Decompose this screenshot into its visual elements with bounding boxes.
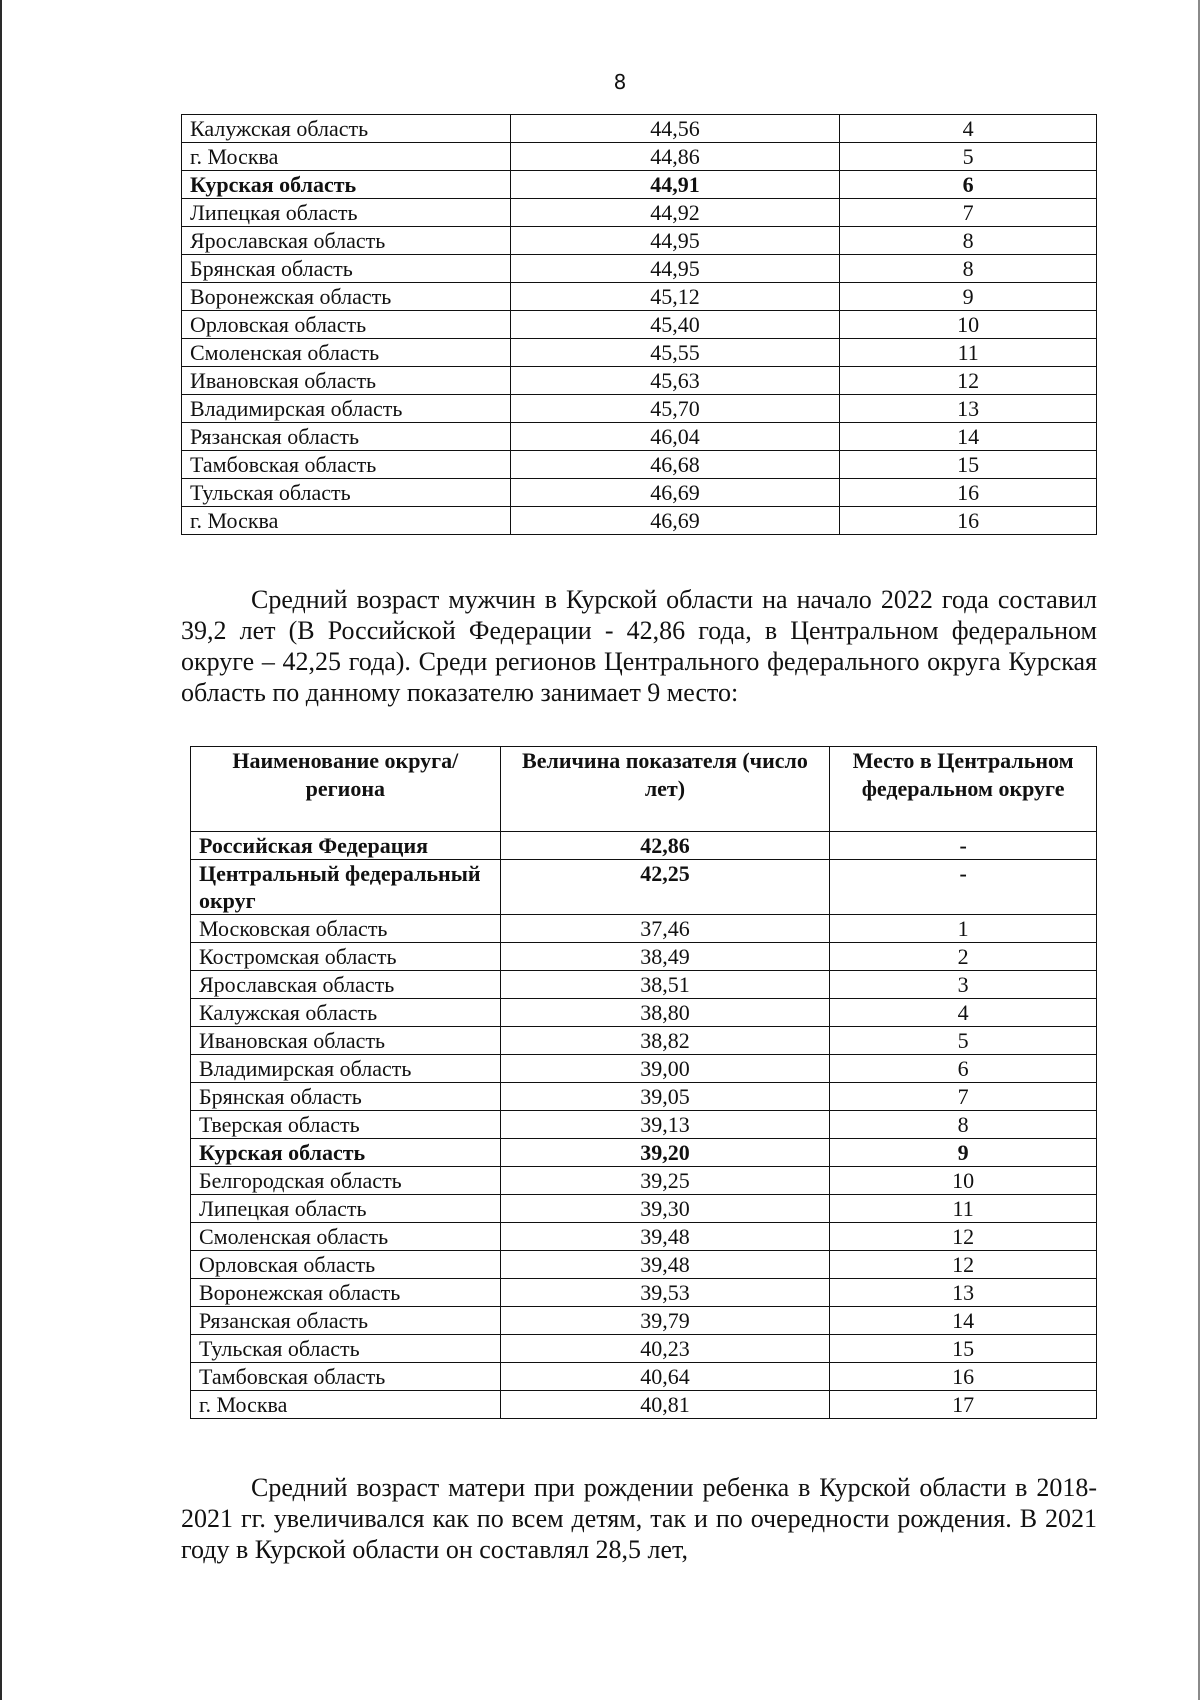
cell-region: Ярославская область <box>182 227 511 255</box>
cell-rank: 9 <box>840 283 1097 311</box>
cell-region: Ивановская область <box>191 1027 501 1055</box>
table-row <box>191 1307 1097 1335</box>
header-row <box>191 747 1097 832</box>
cell-rank: 7 <box>840 199 1097 227</box>
table-row <box>191 943 1097 971</box>
cell-value: 39,00 <box>500 1055 830 1083</box>
cell-region: Калужская область <box>182 115 511 143</box>
cell-value: 46,04 <box>510 423 840 451</box>
cell-region: Рязанская область <box>191 1307 501 1335</box>
cell-region: Центральный федеральный округ <box>191 860 501 915</box>
cell-region: Тверская область <box>191 1111 501 1139</box>
table-row <box>182 115 1097 143</box>
cell-region: Брянская область <box>182 255 511 283</box>
cell-rank: 16 <box>830 1363 1097 1391</box>
table-row <box>182 199 1097 227</box>
table-row <box>191 1027 1097 1055</box>
paragraph-male-age: Средний возраст мужчин в Курской области на начало 2022 года составил 39,2 лет (В Российской Федерации - 42,86 года, в Центральном федеральном округе – 42,25 года). Среди регионов Центрального федерального округа Курская область по данному показателю занимает 9 место: <box>181 585 1097 707</box>
cell-rank: 16 <box>840 507 1097 535</box>
cell-region: Смоленская область <box>182 339 511 367</box>
cell-region: Смоленская область <box>191 1223 501 1251</box>
cell-region: Ярославская область <box>191 971 501 999</box>
cell-value: 45,12 <box>510 283 840 311</box>
cell-rank: 11 <box>830 1195 1097 1223</box>
cell-value: 39,30 <box>500 1195 830 1223</box>
cell-value: 40,81 <box>500 1391 830 1419</box>
cell-value: 42,25 <box>500 860 830 915</box>
cell-value: 38,49 <box>500 943 830 971</box>
cell-rank: 16 <box>840 479 1097 507</box>
cell-rank: 10 <box>830 1167 1097 1195</box>
cell-value: 39,05 <box>500 1083 830 1111</box>
table-row <box>182 255 1097 283</box>
cell-value: 44,91 <box>510 171 840 199</box>
table-row <box>191 1167 1097 1195</box>
cell-rank: 8 <box>840 227 1097 255</box>
cell-region: Тамбовская область <box>182 451 511 479</box>
cell-region: Тульская область <box>182 479 511 507</box>
header-value: Величина показателя (число лет) <box>500 747 830 832</box>
cell-rank: - <box>830 832 1097 860</box>
table-row <box>182 227 1097 255</box>
cell-value: 42,86 <box>500 832 830 860</box>
cell-rank: 9 <box>830 1139 1097 1167</box>
table-header <box>191 747 1097 832</box>
cell-region: Российская Федерация <box>191 832 501 860</box>
cell-value: 44,86 <box>510 143 840 171</box>
table-row <box>182 479 1097 507</box>
cell-value: 45,70 <box>510 395 840 423</box>
cell-region: Владимирская область <box>182 395 511 423</box>
cell-rank: 14 <box>840 423 1097 451</box>
table-row <box>182 339 1097 367</box>
table-row <box>191 1055 1097 1083</box>
table-row <box>182 311 1097 339</box>
cell-region: Брянская область <box>191 1083 501 1111</box>
cell-rank: 8 <box>840 255 1097 283</box>
cell-region: Орловская область <box>182 311 511 339</box>
cell-value: 39,13 <box>500 1111 830 1139</box>
cell-region: г. Москва <box>182 143 511 171</box>
cell-rank: 17 <box>830 1391 1097 1419</box>
table-row <box>191 860 1097 915</box>
cell-rank: 8 <box>830 1111 1097 1139</box>
cell-value: 40,64 <box>500 1363 830 1391</box>
cell-rank: 4 <box>830 999 1097 1027</box>
cell-value: 38,82 <box>500 1027 830 1055</box>
table-row <box>191 1391 1097 1419</box>
header-rank: Место в Центральном федеральном округе <box>830 747 1097 832</box>
cell-value: 45,63 <box>510 367 840 395</box>
cell-region: Воронежская область <box>182 283 511 311</box>
table-row <box>182 451 1097 479</box>
table-row <box>182 507 1097 535</box>
table-row <box>182 395 1097 423</box>
cell-value: 39,48 <box>500 1251 830 1279</box>
cell-rank: 12 <box>830 1223 1097 1251</box>
cell-rank: 5 <box>830 1027 1097 1055</box>
page-edge-left <box>0 0 2 1700</box>
cell-rank: 10 <box>840 311 1097 339</box>
table-row <box>191 1195 1097 1223</box>
cell-value: 40,23 <box>500 1335 830 1363</box>
cell-rank: 15 <box>830 1335 1097 1363</box>
cell-rank: 6 <box>840 171 1097 199</box>
cell-rank: 13 <box>840 395 1097 423</box>
table-row <box>191 1111 1097 1139</box>
table-row <box>182 283 1097 311</box>
cell-region: Владимирская область <box>191 1055 501 1083</box>
paragraph-mother-age: Средний возраст матери при рождении ребенка в Курской области в 2018-2021 гг. увеличивался как по всем детям, так и по очередности рождения. В 2021 году в Курской области он составлял 28,5 лет, <box>181 1473 1097 1564</box>
cell-region: Костромская область <box>191 943 501 971</box>
cell-region: Липецкая область <box>182 199 511 227</box>
cell-rank: 13 <box>830 1279 1097 1307</box>
table-row <box>191 999 1097 1027</box>
cell-rank: 3 <box>830 971 1097 999</box>
cell-value: 39,25 <box>500 1167 830 1195</box>
cell-value: 39,79 <box>500 1307 830 1335</box>
table-row <box>191 832 1097 860</box>
cell-value: 44,92 <box>510 199 840 227</box>
cell-region: Курская область <box>182 171 511 199</box>
cell-region: Тульская область <box>191 1335 501 1363</box>
table-row <box>191 1363 1097 1391</box>
table-row <box>182 171 1097 199</box>
cell-region: Московская область <box>191 915 501 943</box>
cell-region: Ивановская область <box>182 367 511 395</box>
cell-rank: 12 <box>830 1251 1097 1279</box>
cell-region: Воронежская область <box>191 1279 501 1307</box>
male-age-table <box>190 746 1097 1419</box>
cell-rank: 1 <box>830 915 1097 943</box>
cell-region: Орловская область <box>191 1251 501 1279</box>
table-row <box>191 1083 1097 1111</box>
cell-value: 45,55 <box>510 339 840 367</box>
table-row <box>191 1223 1097 1251</box>
cell-region: Липецкая область <box>191 1195 501 1223</box>
cell-rank: 6 <box>830 1055 1097 1083</box>
cell-value: 38,80 <box>500 999 830 1027</box>
cell-value: 44,56 <box>510 115 840 143</box>
cell-rank: 15 <box>840 451 1097 479</box>
table-row <box>191 1335 1097 1363</box>
cell-value: 46,69 <box>510 479 840 507</box>
cell-value: 39,53 <box>500 1279 830 1307</box>
cell-rank: 2 <box>830 943 1097 971</box>
cell-rank: 14 <box>830 1307 1097 1335</box>
table-row <box>191 915 1097 943</box>
male-age-table-continued <box>181 114 1097 535</box>
table-row <box>182 143 1097 171</box>
table-body <box>191 832 1097 1419</box>
cell-rank: - <box>830 860 1097 915</box>
cell-region: Калужская область <box>191 999 501 1027</box>
table-body <box>182 115 1097 535</box>
cell-value: 39,20 <box>500 1139 830 1167</box>
cell-rank: 12 <box>840 367 1097 395</box>
cell-value: 44,95 <box>510 227 840 255</box>
table-row <box>182 423 1097 451</box>
header-region: Наименование округа/региона <box>191 747 501 832</box>
cell-value: 38,51 <box>500 971 830 999</box>
table-row <box>191 1251 1097 1279</box>
cell-rank: 4 <box>840 115 1097 143</box>
table-row <box>182 367 1097 395</box>
cell-region: Рязанская область <box>182 423 511 451</box>
table-row <box>191 1279 1097 1307</box>
cell-value: 45,40 <box>510 311 840 339</box>
page-number: 8 <box>613 70 627 94</box>
table-row <box>191 1139 1097 1167</box>
cell-region: Тамбовская область <box>191 1363 501 1391</box>
cell-value: 39,48 <box>500 1223 830 1251</box>
cell-region: г. Москва <box>191 1391 501 1419</box>
cell-rank: 11 <box>840 339 1097 367</box>
cell-value: 44,95 <box>510 255 840 283</box>
cell-value: 46,68 <box>510 451 840 479</box>
cell-rank: 5 <box>840 143 1097 171</box>
cell-value: 46,69 <box>510 507 840 535</box>
table-row <box>191 971 1097 999</box>
cell-value: 37,46 <box>500 915 830 943</box>
cell-region: г. Москва <box>182 507 511 535</box>
cell-region: Белгородская область <box>191 1167 501 1195</box>
cell-region: Курская область <box>191 1139 501 1167</box>
cell-rank: 7 <box>830 1083 1097 1111</box>
